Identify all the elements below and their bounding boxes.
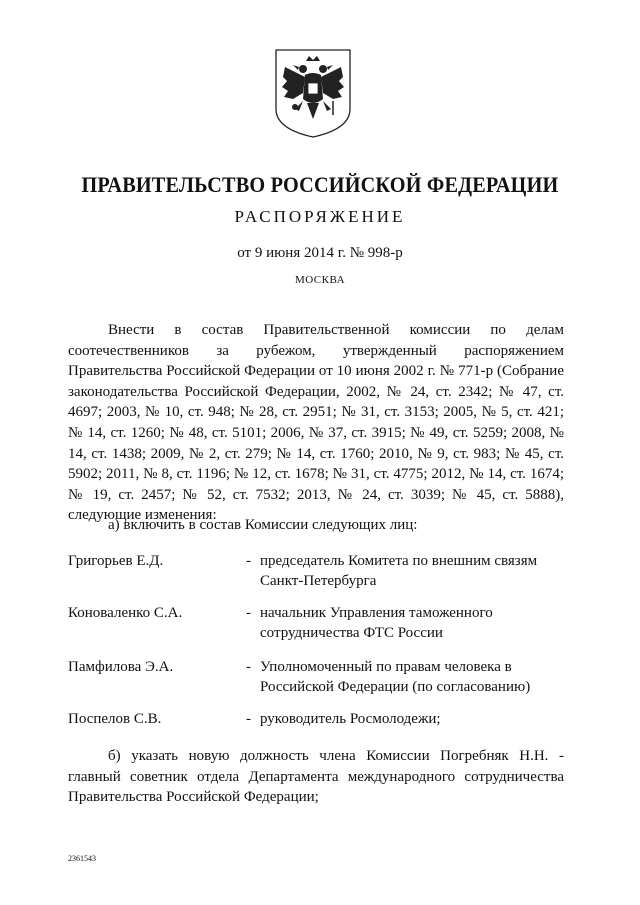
member-dash: - (246, 605, 251, 621)
member-dash: - (246, 553, 251, 569)
document-date-number: от 9 июня 2014 г. № 998-р (237, 245, 403, 261)
item-b-paragraph: б) указать новую должность члена Комиссии Погребняк Н.Н. - главный советник отдела Департамента международного сотрудничества Правительства Российской Федерации; (68, 748, 564, 806)
member-position: начальник Управления таможенного сотрудничества ФТС России (260, 605, 493, 641)
intro-paragraph: Внести в состав Правительственной комиссии по делам соотечественников за рубежом, утвержденный распоряжением Правительства Российской Федерации от 10 июня 2002 г. № 771-р (Собрание законодательства Российской Федерации, 2002, № 24, ст. 2342; № 47, ст. 4697; 2003, № 10, ст. 948; № 28, ст. 2951; № 31, ст. 3153; 2005, № 5, ст. 421; № 14, ст. 1260; № 48, ст. 5101; 2006, № 37, ст. 3915; № 49, ст. 5259; 2008, № 14, ст. 1438; 2009, № 2, ст. 279; № 14, ст. 1760; 2010, № 9, ст. 983; № 45, ст. 5902; 2011, № 8, ст. 1196; № 12, ст. 1678; № 31, ст. 4775; 2012, № 14, ст. 1674; № 19, ст. 2457; № 52, ст. 7532; 2013, № 24, ст. 3039; № 45, ст. 5888), следующие изменения: (68, 322, 564, 524)
member-position: председатель Комитета по внешним связям Санкт-Петербурга (260, 553, 538, 589)
member-name: Поспелов С.В. (68, 711, 162, 727)
member-name: Григорьев Е.Д. (68, 553, 164, 569)
member-position: Уполномоченный по правам человека в Российской Федерации (по согласованию) (260, 659, 531, 695)
member-position: руководитель Росмолодежи; (260, 711, 441, 727)
member-name: Коноваленко С.А. (68, 605, 183, 621)
document-type: РАСПОРЯЖЕНИЕ (234, 207, 406, 226)
document-code: 2361543 (68, 854, 96, 863)
body-paragraph (68, 320, 564, 526)
government-title: ПРАВИТЕЛЬСТВО РОССИЙСКОЙ ФЕДЕРАЦИИ (81, 172, 559, 197)
member-name: Памфилова Э.А. (68, 659, 174, 675)
item-a: а) включить в состав Комиссии следующих лиц: (108, 517, 418, 533)
russian-coat-of-arms-icon (273, 47, 353, 139)
document-city: МОСКВА (294, 274, 346, 286)
member-dash: - (246, 659, 251, 675)
item-b (68, 746, 564, 808)
member-dash: - (246, 711, 251, 727)
